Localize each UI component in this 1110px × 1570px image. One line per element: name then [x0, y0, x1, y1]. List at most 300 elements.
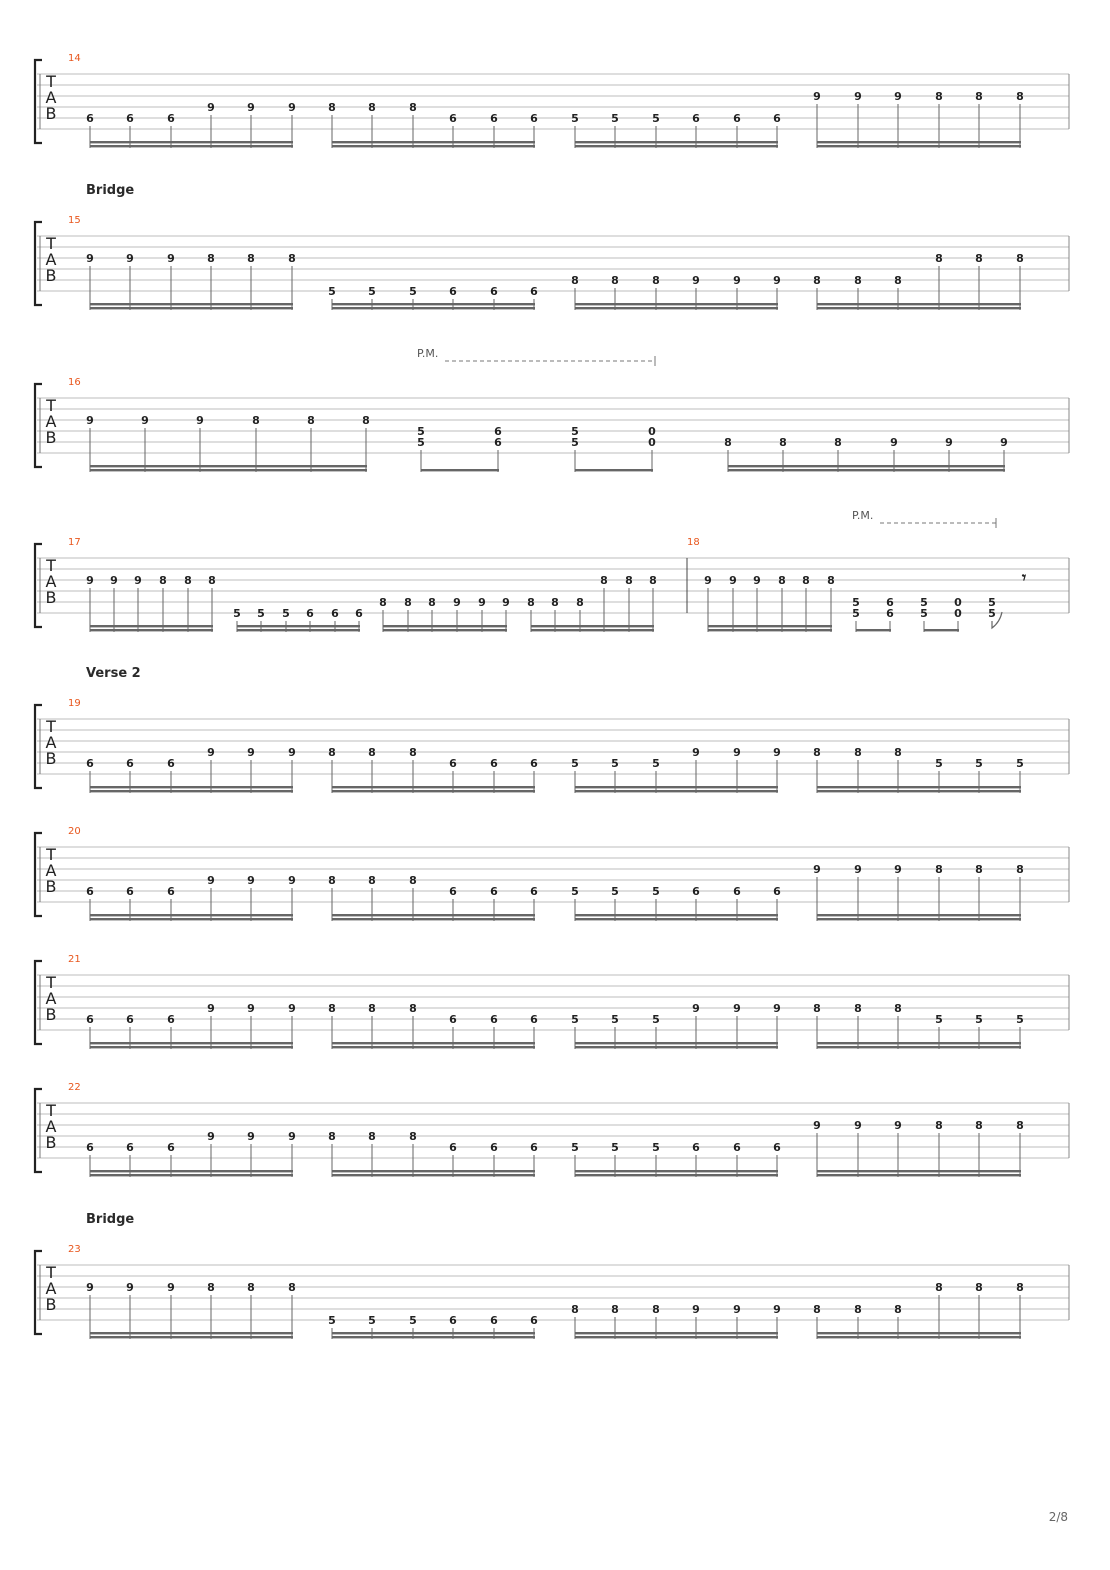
fret-number: 0	[954, 607, 962, 620]
measure-number: 19	[68, 698, 81, 709]
fret-number: 8	[1016, 1119, 1024, 1132]
measure-number: 21	[68, 954, 81, 965]
fret-number: 8	[975, 252, 983, 265]
fret-number: 5	[852, 607, 860, 620]
tab-clef-letter: B	[45, 1005, 57, 1024]
fret-number: 5	[409, 1314, 417, 1327]
fret-number: 6	[449, 285, 457, 298]
tab-clef-letter: A	[45, 572, 57, 591]
fret-number: 6	[355, 607, 363, 620]
fret-number: 6	[733, 112, 741, 125]
note-beam	[90, 303, 293, 305]
fret-number: 8	[184, 574, 192, 587]
tab-clef-letter: T	[46, 1101, 56, 1120]
fret-number: 8	[527, 596, 535, 609]
fret-number: 8	[368, 1002, 376, 1015]
fret-number: 5	[975, 1013, 983, 1026]
fret-number: 8	[379, 596, 387, 609]
fret-number: 9	[890, 436, 898, 449]
fret-number: 6	[490, 885, 498, 898]
tab-clef-letter: B	[45, 877, 57, 896]
fret-number: 8	[409, 1002, 417, 1015]
tab-clef-letter: T	[46, 556, 56, 575]
note-beam	[90, 469, 367, 471]
fret-number: 6	[733, 1141, 741, 1154]
fret-number: 6	[86, 885, 94, 898]
fret-number: 9	[288, 874, 296, 887]
fret-number: 6	[530, 112, 538, 125]
fret-number: 8	[1016, 863, 1024, 876]
note-beam	[817, 1174, 1021, 1176]
fret-number: 6	[886, 596, 894, 609]
note-beam	[817, 1336, 1021, 1338]
fret-number: 5	[652, 112, 660, 125]
fret-number: 5	[611, 1013, 619, 1026]
fret-number: 8	[834, 436, 842, 449]
note-beam	[332, 1336, 535, 1338]
fret-number: 9	[247, 101, 255, 114]
fret-number: 8	[935, 1119, 943, 1132]
fret-number: 6	[449, 112, 457, 125]
fret-number: 8	[611, 274, 619, 287]
fret-number: 9	[247, 874, 255, 887]
note-beam	[817, 1042, 1021, 1044]
note-beam	[383, 629, 507, 631]
fret-number: 9	[126, 1281, 134, 1294]
fret-number: 5	[988, 607, 996, 620]
fret-number: 9	[729, 574, 737, 587]
note-beam	[332, 1170, 535, 1172]
note-beam	[90, 307, 293, 309]
tab-clef-letter: T	[46, 234, 56, 253]
note-beam	[90, 1042, 293, 1044]
fret-number: 5	[920, 596, 928, 609]
note-beam	[575, 303, 778, 305]
fret-number: 6	[773, 1141, 781, 1154]
note-beam	[332, 786, 535, 788]
system-bracket	[35, 833, 42, 916]
tab-clef-letter: B	[45, 104, 57, 123]
fret-number: 9	[773, 746, 781, 759]
fret-number: 9	[704, 574, 712, 587]
tab-clef-letter: T	[46, 973, 56, 992]
measure-number: 14	[68, 53, 81, 64]
fret-number: 8	[625, 574, 633, 587]
note-beam	[90, 1170, 293, 1172]
note-beam	[332, 1174, 535, 1176]
fret-number: 9	[207, 1130, 215, 1143]
fret-number: 8	[328, 1130, 336, 1143]
fret-number: 6	[306, 607, 314, 620]
fret-number: 9	[945, 436, 953, 449]
fret-number: 6	[86, 1013, 94, 1026]
note-beam	[90, 786, 293, 788]
fret-number: 5	[975, 757, 983, 770]
fret-number: 8	[935, 863, 943, 876]
tab-clef-letter: B	[45, 588, 57, 607]
fret-number: 8	[247, 252, 255, 265]
fret-number: 5	[920, 607, 928, 620]
fret-number: 6	[86, 112, 94, 125]
system-bracket	[35, 384, 42, 467]
system-bracket	[35, 544, 42, 627]
fret-number: 6	[886, 607, 894, 620]
fret-number: 8	[368, 874, 376, 887]
note-beam	[332, 918, 535, 920]
system-bracket	[35, 222, 42, 305]
fret-number: 5	[611, 112, 619, 125]
fret-number: 5	[571, 112, 579, 125]
fret-number: 9	[207, 746, 215, 759]
fret-number: 5	[652, 1013, 660, 1026]
tab-clef-letter: T	[46, 72, 56, 91]
page-number: 2/8	[1048, 1510, 1068, 1524]
fret-number: 5	[328, 285, 336, 298]
note-beam	[332, 1046, 535, 1048]
fret-number: 5	[1016, 757, 1024, 770]
note-beam	[575, 1174, 778, 1176]
section-label: Bridge	[86, 183, 135, 198]
fret-number: 6	[331, 607, 339, 620]
note-beam	[817, 145, 1021, 147]
fret-number: 8	[207, 1281, 215, 1294]
note-beam	[817, 786, 1021, 788]
fret-number: 9	[894, 1119, 902, 1132]
note-beam	[575, 141, 778, 143]
note-beam	[90, 1332, 293, 1334]
fret-number: 9	[773, 1002, 781, 1015]
fret-number: 8	[778, 574, 786, 587]
fret-number: 9	[86, 252, 94, 265]
fret-number: 6	[490, 1141, 498, 1154]
fret-number: 9	[207, 874, 215, 887]
fret-number: 6	[490, 1013, 498, 1026]
fret-number: 6	[530, 1013, 538, 1026]
fret-number: 5	[571, 436, 579, 449]
fret-number: 8	[247, 1281, 255, 1294]
note-beam	[575, 1042, 778, 1044]
fret-number: 6	[494, 425, 502, 438]
fret-number: 9	[167, 1281, 175, 1294]
fret-number: 6	[126, 112, 134, 125]
tab-clef-letter: A	[45, 88, 57, 107]
fret-number: 9	[733, 746, 741, 759]
fret-number: 8	[551, 596, 559, 609]
fret-number: 6	[773, 885, 781, 898]
fret-number: 9	[478, 596, 486, 609]
fret-number: 9	[502, 596, 510, 609]
measure-number: 22	[68, 1082, 81, 1093]
fret-number: 9	[247, 1002, 255, 1015]
note-beam	[728, 465, 1005, 467]
fret-number: 8	[975, 90, 983, 103]
note-beam	[531, 629, 654, 631]
fret-number: 5	[611, 1141, 619, 1154]
fret-number: 8	[288, 252, 296, 265]
tab-clef-letter: A	[45, 989, 57, 1008]
fret-number: 6	[692, 885, 700, 898]
fret-number: 9	[288, 1002, 296, 1015]
fret-number: 6	[167, 112, 175, 125]
system-bracket	[35, 961, 42, 1044]
fret-number: 9	[692, 1303, 700, 1316]
note-beam	[817, 307, 1021, 309]
fret-number: 8	[328, 1002, 336, 1015]
fret-number: 8	[1016, 252, 1024, 265]
note-beam	[575, 790, 778, 792]
note-beam	[817, 141, 1021, 143]
fret-number: 8	[813, 1303, 821, 1316]
fret-number: 6	[692, 112, 700, 125]
fret-number: 8	[571, 274, 579, 287]
fret-number: 9	[288, 746, 296, 759]
fret-number: 9	[773, 1303, 781, 1316]
fret-number: 9	[86, 1281, 94, 1294]
note-beam	[708, 625, 832, 627]
fret-number: 8	[935, 1281, 943, 1294]
fret-number: 8	[649, 574, 657, 587]
fret-number: 6	[692, 1141, 700, 1154]
fret-number: 8	[328, 746, 336, 759]
fret-number: 6	[167, 757, 175, 770]
note-beam	[575, 145, 778, 147]
fret-number: 8	[409, 1130, 417, 1143]
fret-number: 9	[247, 746, 255, 759]
fret-number: 5	[988, 596, 996, 609]
fret-number: 6	[773, 112, 781, 125]
fret-number: 9	[453, 596, 461, 609]
fret-number: 9	[854, 863, 862, 876]
note-beam	[575, 307, 778, 309]
fret-number: 6	[449, 1141, 457, 1154]
fret-number: 5	[571, 885, 579, 898]
fret-number: 8	[813, 274, 821, 287]
fret-number: 6	[126, 885, 134, 898]
fret-number: 6	[449, 1314, 457, 1327]
measure-number: 23	[68, 1244, 81, 1255]
fret-number: 9	[207, 1002, 215, 1015]
note-beam	[575, 1336, 778, 1338]
fret-number: 5	[368, 285, 376, 298]
fret-number: 9	[141, 414, 149, 427]
fret-number: 8	[208, 574, 216, 587]
measure-number: 17	[68, 537, 81, 548]
fret-number: 6	[126, 1141, 134, 1154]
fret-number: 9	[692, 746, 700, 759]
fret-number: 8	[652, 1303, 660, 1316]
measure-number: 15	[68, 215, 81, 226]
fret-number: 8	[571, 1303, 579, 1316]
note-beam	[332, 303, 535, 305]
tab-clef-letter: B	[45, 266, 57, 285]
fret-number: 0	[648, 436, 656, 449]
note-beam	[817, 1046, 1021, 1048]
fret-number: 8	[779, 436, 787, 449]
fret-number: 9	[288, 101, 296, 114]
note-beam	[332, 1042, 535, 1044]
measure-number: 20	[68, 826, 81, 837]
note-beam	[332, 141, 535, 143]
fret-number: 6	[530, 1141, 538, 1154]
fret-number: 9	[854, 1119, 862, 1132]
system-bracket	[35, 60, 42, 143]
note-beam	[575, 1046, 778, 1048]
measure-number: 18	[687, 537, 700, 548]
fret-number: 5	[417, 425, 425, 438]
fret-number: 6	[530, 757, 538, 770]
fret-number: 9	[813, 90, 821, 103]
note-beam	[90, 918, 293, 920]
fret-number: 5	[282, 607, 290, 620]
note-beam	[90, 145, 293, 147]
tab-clef-letter: A	[45, 733, 57, 752]
note-beam	[90, 1336, 293, 1338]
fret-number: 9	[773, 274, 781, 287]
fret-number: 8	[802, 574, 810, 587]
fret-number: 6	[530, 1314, 538, 1327]
fret-number: 5	[417, 436, 425, 449]
fret-number: 5	[652, 885, 660, 898]
fret-number: 8	[975, 863, 983, 876]
fret-number: 8	[894, 1303, 902, 1316]
tab-clef-letter: T	[46, 1263, 56, 1282]
note-beam	[856, 629, 891, 631]
note-beam	[383, 625, 507, 627]
note-beam	[817, 303, 1021, 305]
fret-number: 5	[257, 607, 265, 620]
note-beam	[90, 790, 293, 792]
fret-number: 8	[576, 596, 584, 609]
fret-number: 9	[753, 574, 761, 587]
fret-number: 9	[134, 574, 142, 587]
fret-number: 5	[409, 285, 417, 298]
fret-number: 6	[86, 757, 94, 770]
section-label: Bridge	[86, 1212, 135, 1227]
note-beam	[90, 625, 213, 627]
fret-number: 8	[854, 746, 862, 759]
fret-number: 6	[490, 112, 498, 125]
note-beam	[90, 1174, 293, 1176]
section-label: Verse 2	[86, 666, 141, 681]
note-beam	[332, 1332, 535, 1334]
fret-number: 8	[409, 746, 417, 759]
fret-number: 8	[252, 414, 260, 427]
fret-number: 8	[207, 252, 215, 265]
fret-number: 8	[368, 1130, 376, 1143]
measure-number: 16	[68, 377, 81, 388]
note-beam	[817, 914, 1021, 916]
palm-mute-label: P.M.	[852, 509, 874, 522]
fret-number: 8	[1016, 1281, 1024, 1294]
note-beam	[90, 629, 213, 631]
note-beam	[817, 1332, 1021, 1334]
note-beam	[575, 1170, 778, 1172]
fret-number: 6	[530, 885, 538, 898]
fret-number: 8	[975, 1119, 983, 1132]
fret-number: 9	[207, 101, 215, 114]
fret-number: 9	[86, 414, 94, 427]
note-beam	[924, 629, 959, 631]
fret-number: 8	[894, 274, 902, 287]
note-beam	[575, 786, 778, 788]
fret-number: 8	[409, 874, 417, 887]
fret-number: 9	[288, 1130, 296, 1143]
fret-number: 6	[490, 1314, 498, 1327]
fret-number: 5	[328, 1314, 336, 1327]
fret-number: 8	[368, 746, 376, 759]
note-beam	[237, 625, 360, 627]
note-beam	[332, 914, 535, 916]
fret-number: 5	[368, 1314, 376, 1327]
fret-number: 9	[854, 90, 862, 103]
fret-number: 9	[126, 252, 134, 265]
tab-clef-letter: B	[45, 1295, 57, 1314]
note-beam	[237, 629, 360, 631]
fret-number: 0	[648, 425, 656, 438]
fret-number: 5	[652, 1141, 660, 1154]
fret-number: 6	[733, 885, 741, 898]
fret-number: 8	[288, 1281, 296, 1294]
fret-number: 8	[813, 746, 821, 759]
fret-number: 9	[692, 274, 700, 287]
system-bracket	[35, 1251, 42, 1334]
fret-number: 5	[935, 1013, 943, 1026]
note-beam	[421, 469, 499, 471]
fret-number: 0	[954, 596, 962, 609]
fret-number: 8	[724, 436, 732, 449]
fret-number: 8	[813, 1002, 821, 1015]
tab-clef-letter: T	[46, 396, 56, 415]
tab-clef-letter: A	[45, 861, 57, 880]
tab-clef-letter: A	[45, 412, 57, 431]
fret-number: 8	[975, 1281, 983, 1294]
fret-number: 8	[1016, 90, 1024, 103]
fret-number: 8	[611, 1303, 619, 1316]
fret-number: 6	[490, 285, 498, 298]
eighth-rest: 𝄾	[1021, 568, 1027, 587]
fret-number: 5	[852, 596, 860, 609]
fret-number: 8	[854, 1303, 862, 1316]
fret-number: 8	[827, 574, 835, 587]
fret-number: 5	[233, 607, 241, 620]
fret-number: 8	[428, 596, 436, 609]
note-beam	[90, 141, 293, 143]
fret-number: 6	[449, 757, 457, 770]
system-bracket	[35, 705, 42, 788]
fret-number: 8	[307, 414, 315, 427]
fret-number: 5	[935, 757, 943, 770]
fret-number: 8	[894, 746, 902, 759]
system-bracket	[35, 1089, 42, 1172]
fret-number: 6	[126, 1013, 134, 1026]
fret-number: 8	[368, 101, 376, 114]
note-beam	[575, 914, 778, 916]
fret-number: 5	[1016, 1013, 1024, 1026]
fret-number: 8	[159, 574, 167, 587]
fret-number: 5	[611, 757, 619, 770]
note-beam	[728, 469, 1005, 471]
tab-clef-letter: T	[46, 845, 56, 864]
fret-number: 8	[328, 101, 336, 114]
fret-number: 5	[652, 757, 660, 770]
tab-clef-letter: B	[45, 1133, 57, 1152]
note-beam	[817, 918, 1021, 920]
tab-clef-letter: A	[45, 250, 57, 269]
fret-number: 9	[110, 574, 118, 587]
fret-number: 8	[362, 414, 370, 427]
palm-mute-label: P.M.	[417, 347, 439, 360]
fret-number: 8	[935, 90, 943, 103]
